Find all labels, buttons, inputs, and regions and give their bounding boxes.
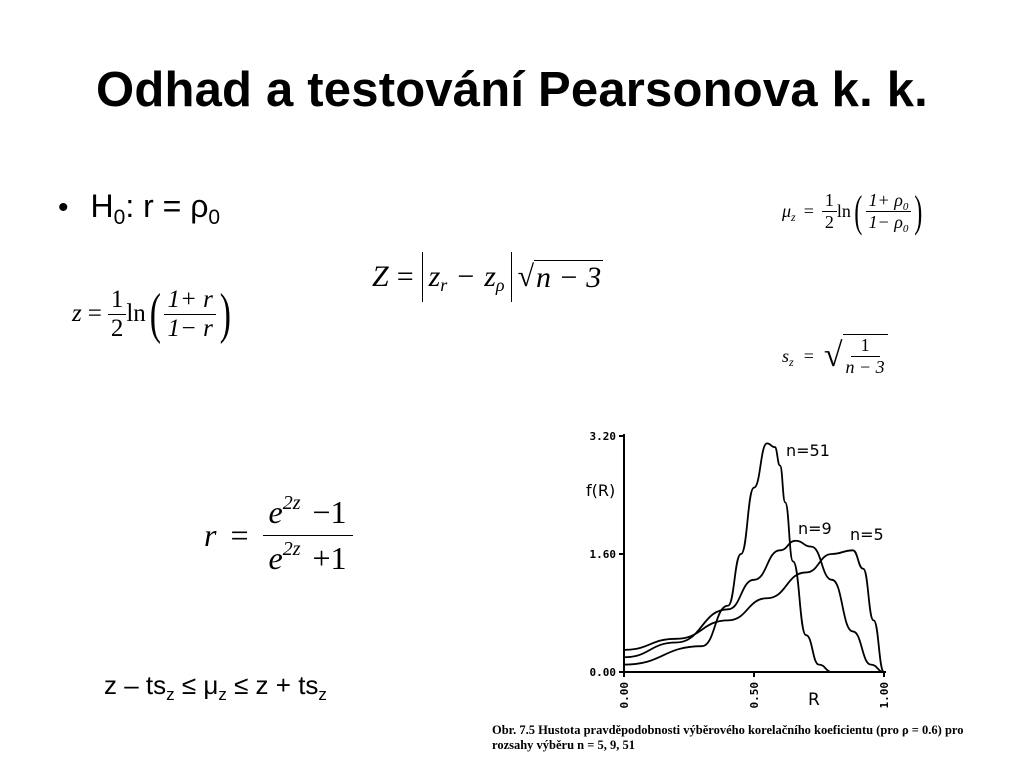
s-eq-sign: = [803,345,814,366]
Z-minus: − [457,260,475,293]
z-main-num: 1+ r [164,286,215,315]
r-eq-sign: = [230,517,249,553]
z-paren-right: ) [219,283,231,345]
z-eq-sign: = [87,300,102,327]
Z-eq-sign: = [396,260,414,293]
series-label-n-5: n=5 [850,525,884,544]
hypothesis-rho-sub: 0 [208,206,221,229]
chart-root [586,430,891,710]
mu-main-den [866,212,912,233]
series-line-n-51 [624,443,884,672]
z-half-num: 1 [108,286,127,315]
z-statistic-equation [372,252,603,302]
Z-zrho: z [484,260,496,293]
r-fraction [263,494,353,577]
s-num: 1 [851,335,880,357]
Z-sqrt-sign: √ [517,260,535,293]
s-z-equation [782,334,888,378]
r-den-rest: +1 [312,540,347,576]
s-sqrt-sign: √ [823,337,843,374]
y-tick-label: 3.20 [589,430,616,443]
r-inverse-equation [204,494,353,577]
mu-half-fraction [822,190,837,233]
y-tick-label: 1.60 [589,548,616,561]
mu-main-fraction [866,190,912,233]
mu-lhs-sub: z [791,210,796,224]
y-axis-label: f(R) [586,481,616,500]
ci-sub2: z [218,685,227,704]
r-num-rest: −1 [312,494,347,530]
hypothesis-bullet [58,188,221,229]
bullet-marker: • [58,191,69,224]
r-den [263,536,353,577]
mu-den-text: 1− ρ [868,212,903,232]
s-den: n − 3 [845,357,885,377]
hypothesis-h-sub: 0 [113,206,126,229]
r-num-exp: 2z [282,492,301,514]
Z-zrho-sub: ρ [495,274,505,295]
z-paren-left: ( [149,283,161,345]
r-num-base: e [268,494,283,530]
mu-ln: ln [836,201,851,221]
ci-sub1: z [166,685,175,704]
slide-title: Odhad a testování Pearsonova k. k. [96,63,928,117]
mu-lhs: μ [782,201,792,221]
mu-num-sub: 0 [902,201,909,213]
caption-line2: rozsahy výběru n = 5, 9, 51 [492,738,636,752]
Z-lhs: Z [372,260,389,293]
mu-half-den: 2 [824,212,834,232]
x-axis-label: R [808,690,820,710]
hypothesis-middle: : r = ρ [125,188,209,224]
z-main-fraction [164,286,215,343]
r-lhs: r [204,517,217,553]
x-tick-label: 0.50 [748,682,761,709]
r-den-exp: 2z [282,538,301,560]
mu-paren-right: ) [914,187,923,236]
z-ln: ln [126,300,146,327]
series-label-n-51: n=51 [786,441,830,460]
r-den-base: e [268,540,283,576]
ci-part1: z – ts [104,670,167,700]
r-num [263,494,353,536]
Z-sqrt-content: n − 3 [536,260,602,294]
Z-zr-sub: r [440,274,448,295]
s-lhs-sub: z [789,354,794,369]
z-transform-equation [72,282,234,346]
hypothesis-h: H [90,188,114,224]
mu-eq-sign: = [803,201,814,221]
series-line-n-9 [624,541,884,672]
z-main-den: 1− r [167,314,213,342]
mu-num-text: 1+ ρ [868,190,903,210]
s-lhs: s [782,345,790,366]
mu-half-num: 1 [822,190,837,212]
ci-part3: ≤ z + ts [226,670,319,700]
series-line-n-5 [624,550,884,672]
s-fraction [843,334,888,378]
series-label-n-9: n=9 [798,519,832,538]
x-tick-label: 0.00 [618,682,631,709]
Z-zr: z [428,260,441,293]
confidence-interval [104,670,327,704]
figure-caption [492,723,1012,753]
z-half-den: 2 [110,314,124,342]
y-tick-label: 0.00 [589,666,616,679]
z-half-fraction [108,286,127,343]
mu-z-equation [782,186,926,237]
ci-sub3: z [318,685,327,704]
z-lhs: z [72,300,82,327]
mu-den-sub: 0 [902,223,909,235]
x-tick-label: 1.00 [878,682,891,709]
caption-line1: Obr. 7.5 Hustota pravděpodobnosti výběrového korelačního koeficientu (pro ρ = 0.6) pro [492,723,964,737]
mu-paren-left: ( [854,187,863,236]
ci-part2: ≤ μ [174,670,219,700]
mu-main-num [866,190,912,212]
Z-abs-value [422,252,512,302]
